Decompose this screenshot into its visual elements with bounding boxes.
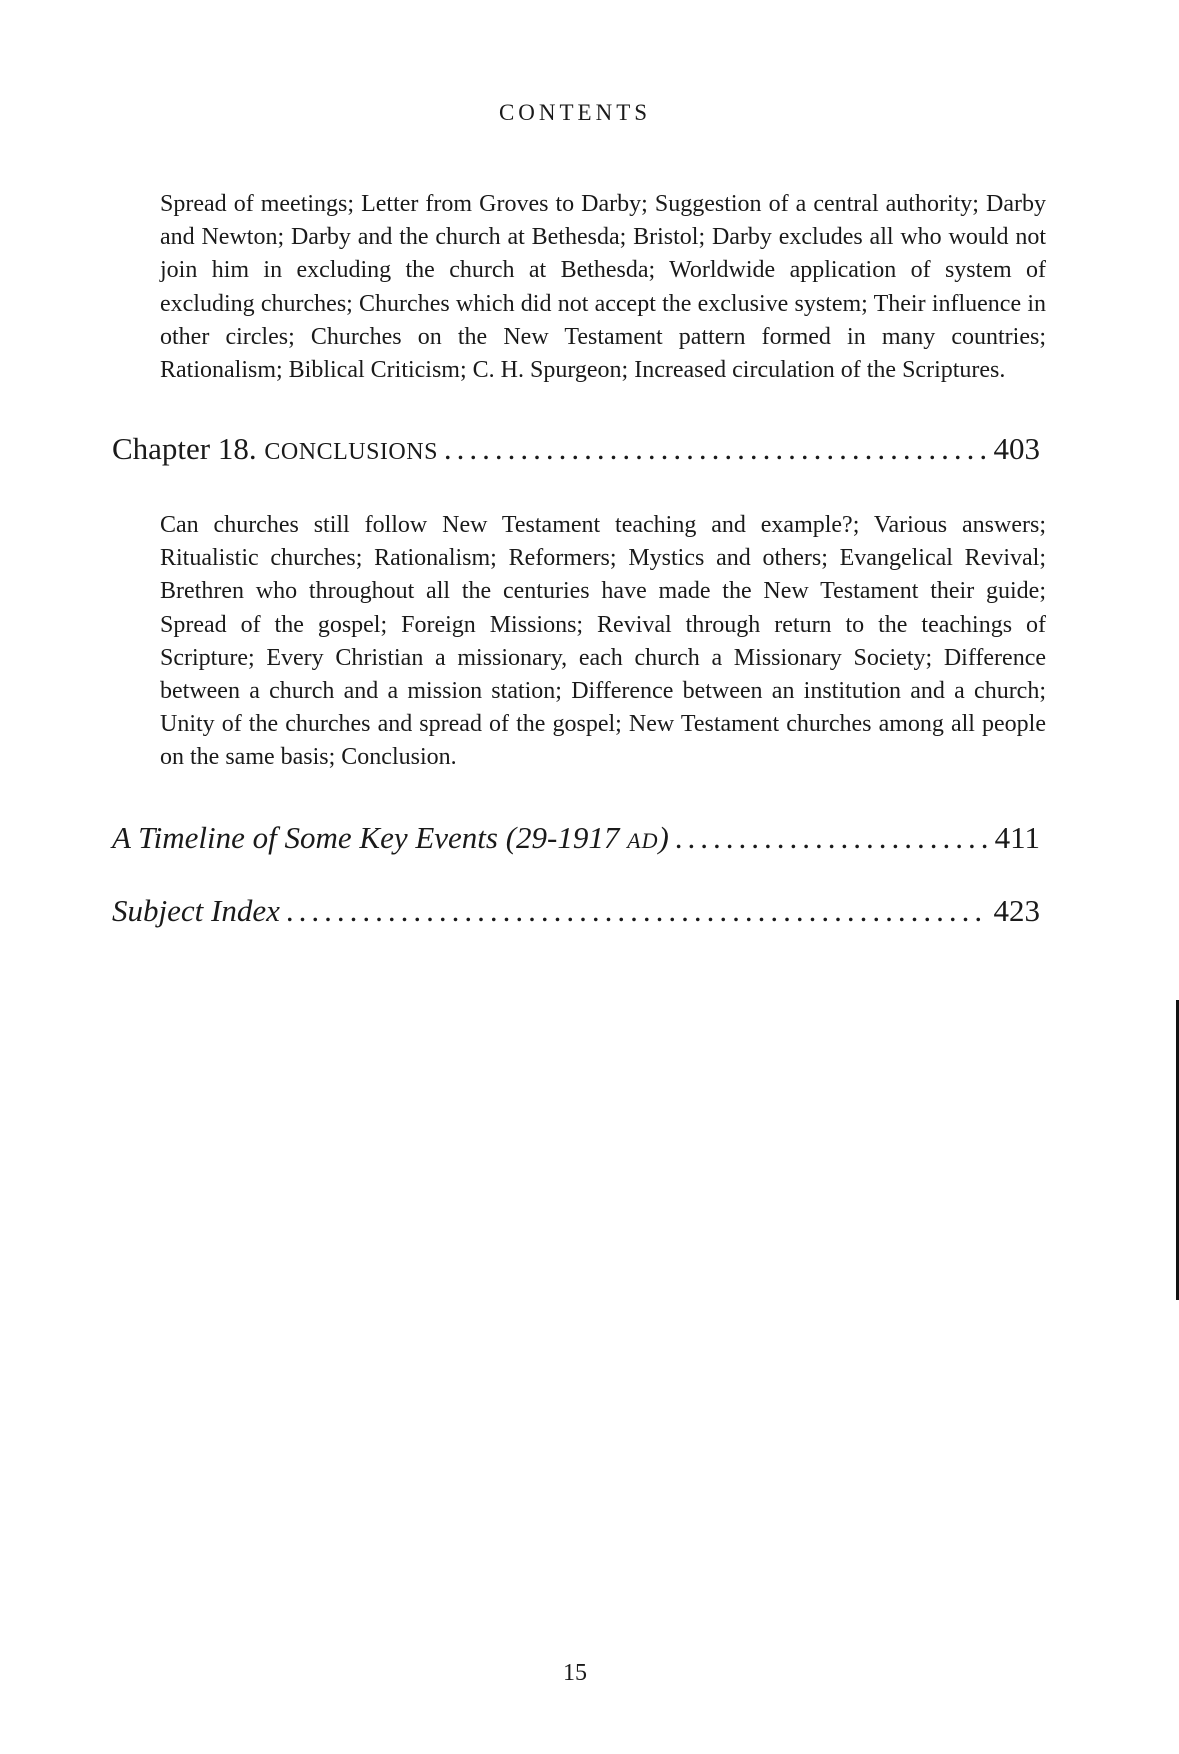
- running-head: CONTENTS: [498, 100, 652, 125]
- chapter-label: Chapter 18.: [112, 431, 257, 466]
- toc-entry-timeline[interactable]: [112, 820, 1040, 856]
- toc-page-number: 411: [994, 820, 1040, 855]
- toc-entry-title: [112, 820, 669, 856]
- timeline-close: ): [658, 820, 669, 855]
- timeline-title: A Timeline of Some Key Events (29-1917: [112, 820, 620, 855]
- subject-index-title: Subject Index: [112, 893, 280, 928]
- chapter-17-summary: Spread of meetings; Letter from Groves to Darby; Suggestion of a central authority; Darby and Newton; Darby and the church at Bethesda; Bristol; Darby excludes all who would not join him in excluding the church at Bethesda; Worldwide application of system of excluding churches; Churches which did not accept the exclusive system; Their influence in other circles; Churches on the New Testament pattern formed in many countries; Rationalism; Biblical Criticism; C. H. Spurgeon; Increased circulation of the Scriptures.: [160, 191, 1046, 384]
- chapter-title: CONCLUSIONS: [264, 439, 438, 465]
- toc-entry-title: [112, 431, 438, 467]
- toc-page-number: 423: [993, 893, 1040, 928]
- chapter-18-summary: Can churches still follow New Testament teaching and example?; Various answers; Ritualistic churches; Rationalism; Reformers; Mystics and others; Evangelical Revival; Brethren who throughout all the centuries have made the New Testament their guide; Spread of the gospel; Foreign Missions; Revival through return to the teachings of Scripture; Every Christian a missionary, each church a Missionary Society; Difference between a church and a mission station; Difference between an institution and a church; Unity of the churches and spread of the gospel; New Testament churches among all people on the same basis; Conclusion.: [160, 512, 1046, 771]
- dot-leader: [444, 431, 988, 467]
- toc-entry-chapter-18[interactable]: [112, 431, 1040, 467]
- page-number: 15: [563, 1660, 587, 1686]
- toc-page-number: 403: [993, 431, 1040, 466]
- timeline-era: AD: [627, 828, 659, 853]
- dot-leader: [286, 893, 988, 929]
- toc-entry-subject-index[interactable]: [112, 893, 1040, 929]
- dot-leader: [675, 820, 989, 856]
